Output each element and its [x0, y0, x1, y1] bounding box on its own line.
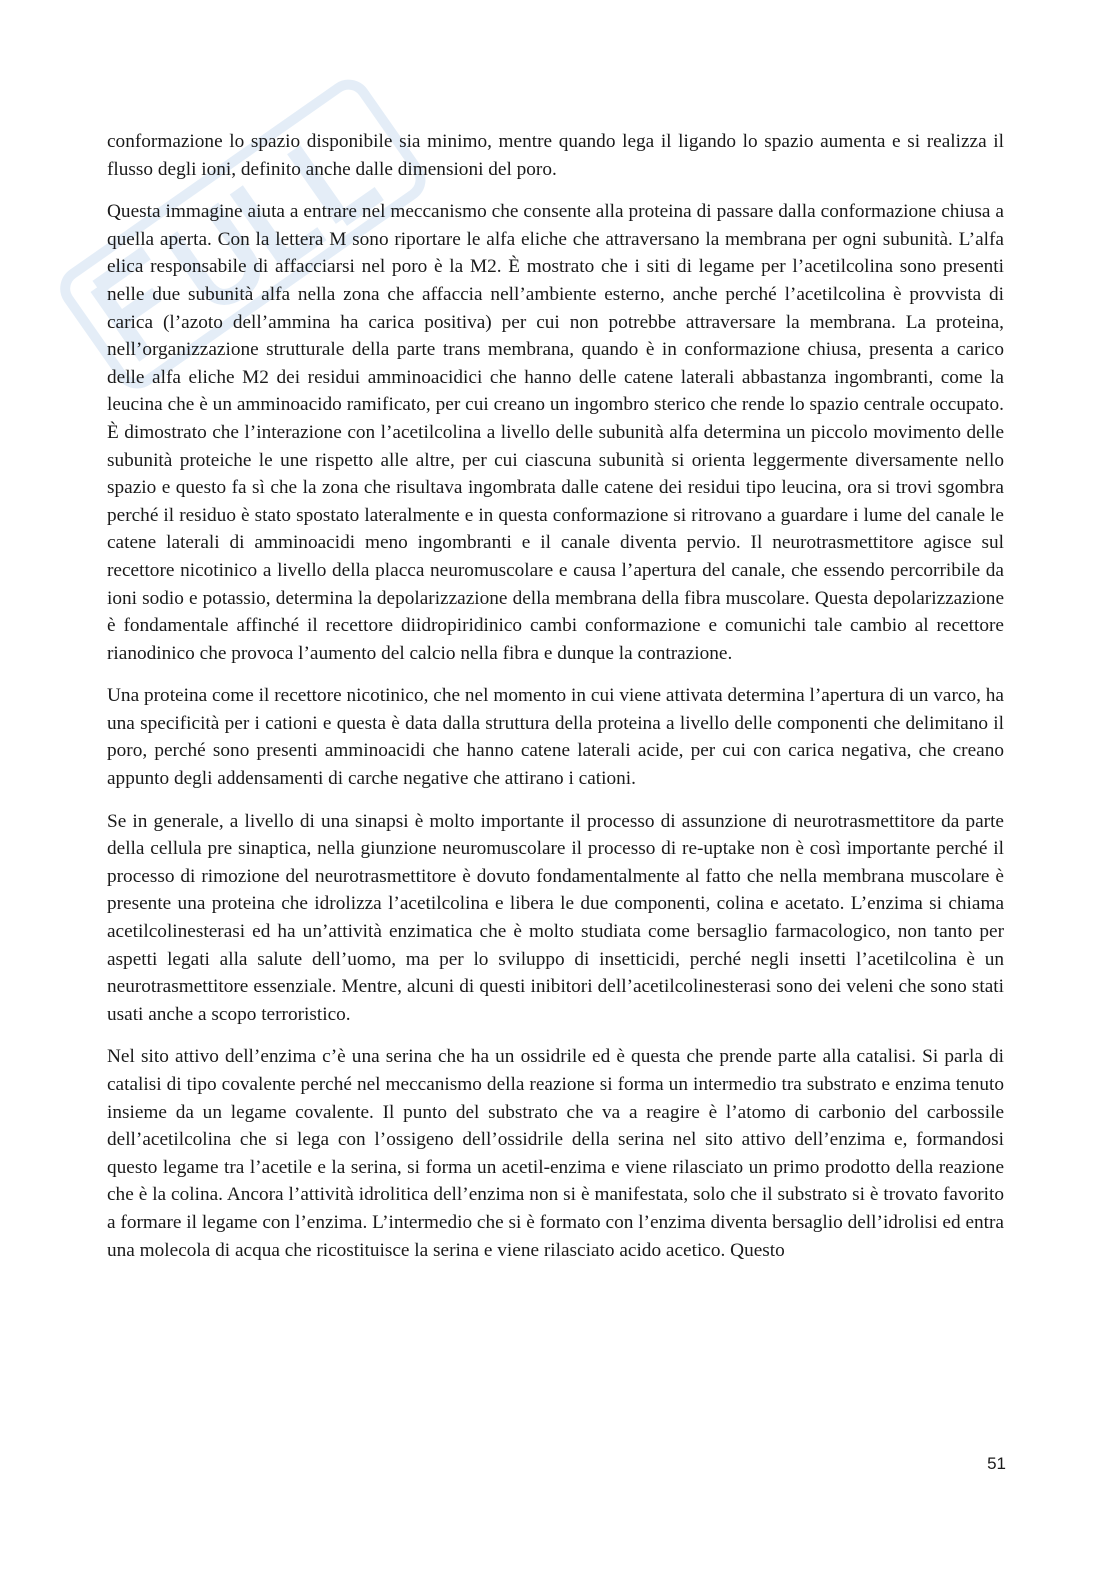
paragraph: Una proteina come il recettore nicotinico, che nel momento in cui viene attivata determina l’apertura di un varco, ha una specificità per i cationi e questa è data dalla struttura della proteina a livello delle componenti che delimitano il poro, perché sono presenti amminoacidi che hanno catene laterali acide, per cui con carica negativa, che creano appunto degli addensamenti di carche negative che attirano i cationi. — [107, 685, 1004, 790]
paragraph: Questa immagine aiuta a entrare nel meccanismo che consente alla proteina di passare dalla conformazione chiusa a quella aperta. Con la lettera M sono riportare le alfa eliche che attraversano la membrana per ogni subunità. L’alfa elica responsabile di affacciarsi nel poro è la M2. È mostrato che i siti di legame per l’acetilcolina sono presenti nelle due subunità alfa nella zona che affaccia nell’ambiente esterno, anche perché l’acetilcolina è provvista di carica (l’azoto dell’ammina ha carica positiva) per cui non potrebbe attraversare la membrana. La proteina, nell’organizzazione strutturale della parte trans membrana, quando è in conformazione chiusa, presenta a carico delle alfa eliche M2 dei residui amminoacidici che hanno delle catene laterali abbastanza ingombranti, come la leucina che è un amminoacido ramificato, per cui creano un ingombro sterico che rende lo spazio centrale occupato. È dimostrato che l’interazione con l’acetilcolina a livello delle subunità alfa determina un piccolo movimento delle subunità proteiche le une rispetto alle altre, per cui ciascuna subunità si orienta leggermente diversamente nello spazio e questo fa sì che la zona che risultava ingombrata dalle catene dei residui tipo leucina, ora si trovi sgombra perché il residuo è stato spostato lateralmente e in questa conformazione si ritrovano a guardare i lume del canale le catene laterali di amminoacidi meno ingombranti e il canale diventa pervio. Il neurotrasmettitore agisce sul recettore nicotinico a livello della placca neuromuscolare e causa l’apertura del canale, che essendo percorribile da ioni sodio e potassio, determina la depolarizzazione della membrana della fibra muscolare. Questa depolarizzazione è fondamentale affinché il recettore diidropiridinico cambi conformazione e comunichi tale cambio al recettore rianodinico che provoca l’aumento del calcio nella fibra e dunque la contrazione. — [107, 201, 1004, 664]
page-number: 51 — [987, 1454, 1006, 1473]
document-body — [107, 128, 1004, 1279]
paragraph: Nel sito attivo dell’enzima c’è una serina che ha un ossidrile ed è questa che prende parte alla catalisi. Si parla di catalisi di tipo covalente perché nel meccanismo della reazione si forma un intermedio tra substrato e enzima tenuto insieme da un legame covalente. Il punto del substrato che va a reagire è l’atomo di carbonio del carbossile dell’acetilcolina che si lega con l’ossigeno dell’ossidrile della serina nel sito attivo dell’enzima e, formandosi questo legame tra l’acetile e la serina, si forma un acetil-enzima e viene rilasciato un primo prodotto della reazione che è la colina. Ancora l’attività idrolitica dell’enzima non si è manifestata, solo che il substrato si è trovato favorito a formare il legame con l’enzima. L’intermedio che si è formato con l’enzima diventa bersaglio dell’idrolisi ed entra una molecola di acqua che ricostituisce la serina e viene rilasciato acido acetico. Questo — [107, 1046, 1004, 1261]
paragraph: Se in generale, a livello di una sinapsi è molto importante il processo di assunzione di neurotrasmettitore da parte della cellula pre sinaptica, nella giunzione neuromuscolare il processo di re-uptake non è così importante perché il processo di rimozione del neurotrasmettitore è dovuto fondamentalmente al fatto che nella membrana muscolare è presente una proteina che idrolizza l’acetilcolina e libera le due componenti, colina e acetato. L’enzima si chiama acetilcolinesterasi ed ha un’attività enzimatica che è molto studiata come bersaglio farmacologico, non tanto per aspetti legati alla salute dell’uomo, ma per lo sviluppo di insetticidi, perché negli insetti l’acetilcolina è un neurotrasmettitore essenziale. Mentre, alcuni di questi inibitori dell’acetilcolinesterasi sono dei veleni che sono stati usati anche a scopo terroristico. — [107, 810, 1004, 1025]
paragraph: conformazione lo spazio disponibile sia minimo, mentre quando lega il ligando lo spazio aumenta e si realizza il flusso degli ioni, definito anche dalle dimensioni del poro. — [107, 131, 1004, 180]
